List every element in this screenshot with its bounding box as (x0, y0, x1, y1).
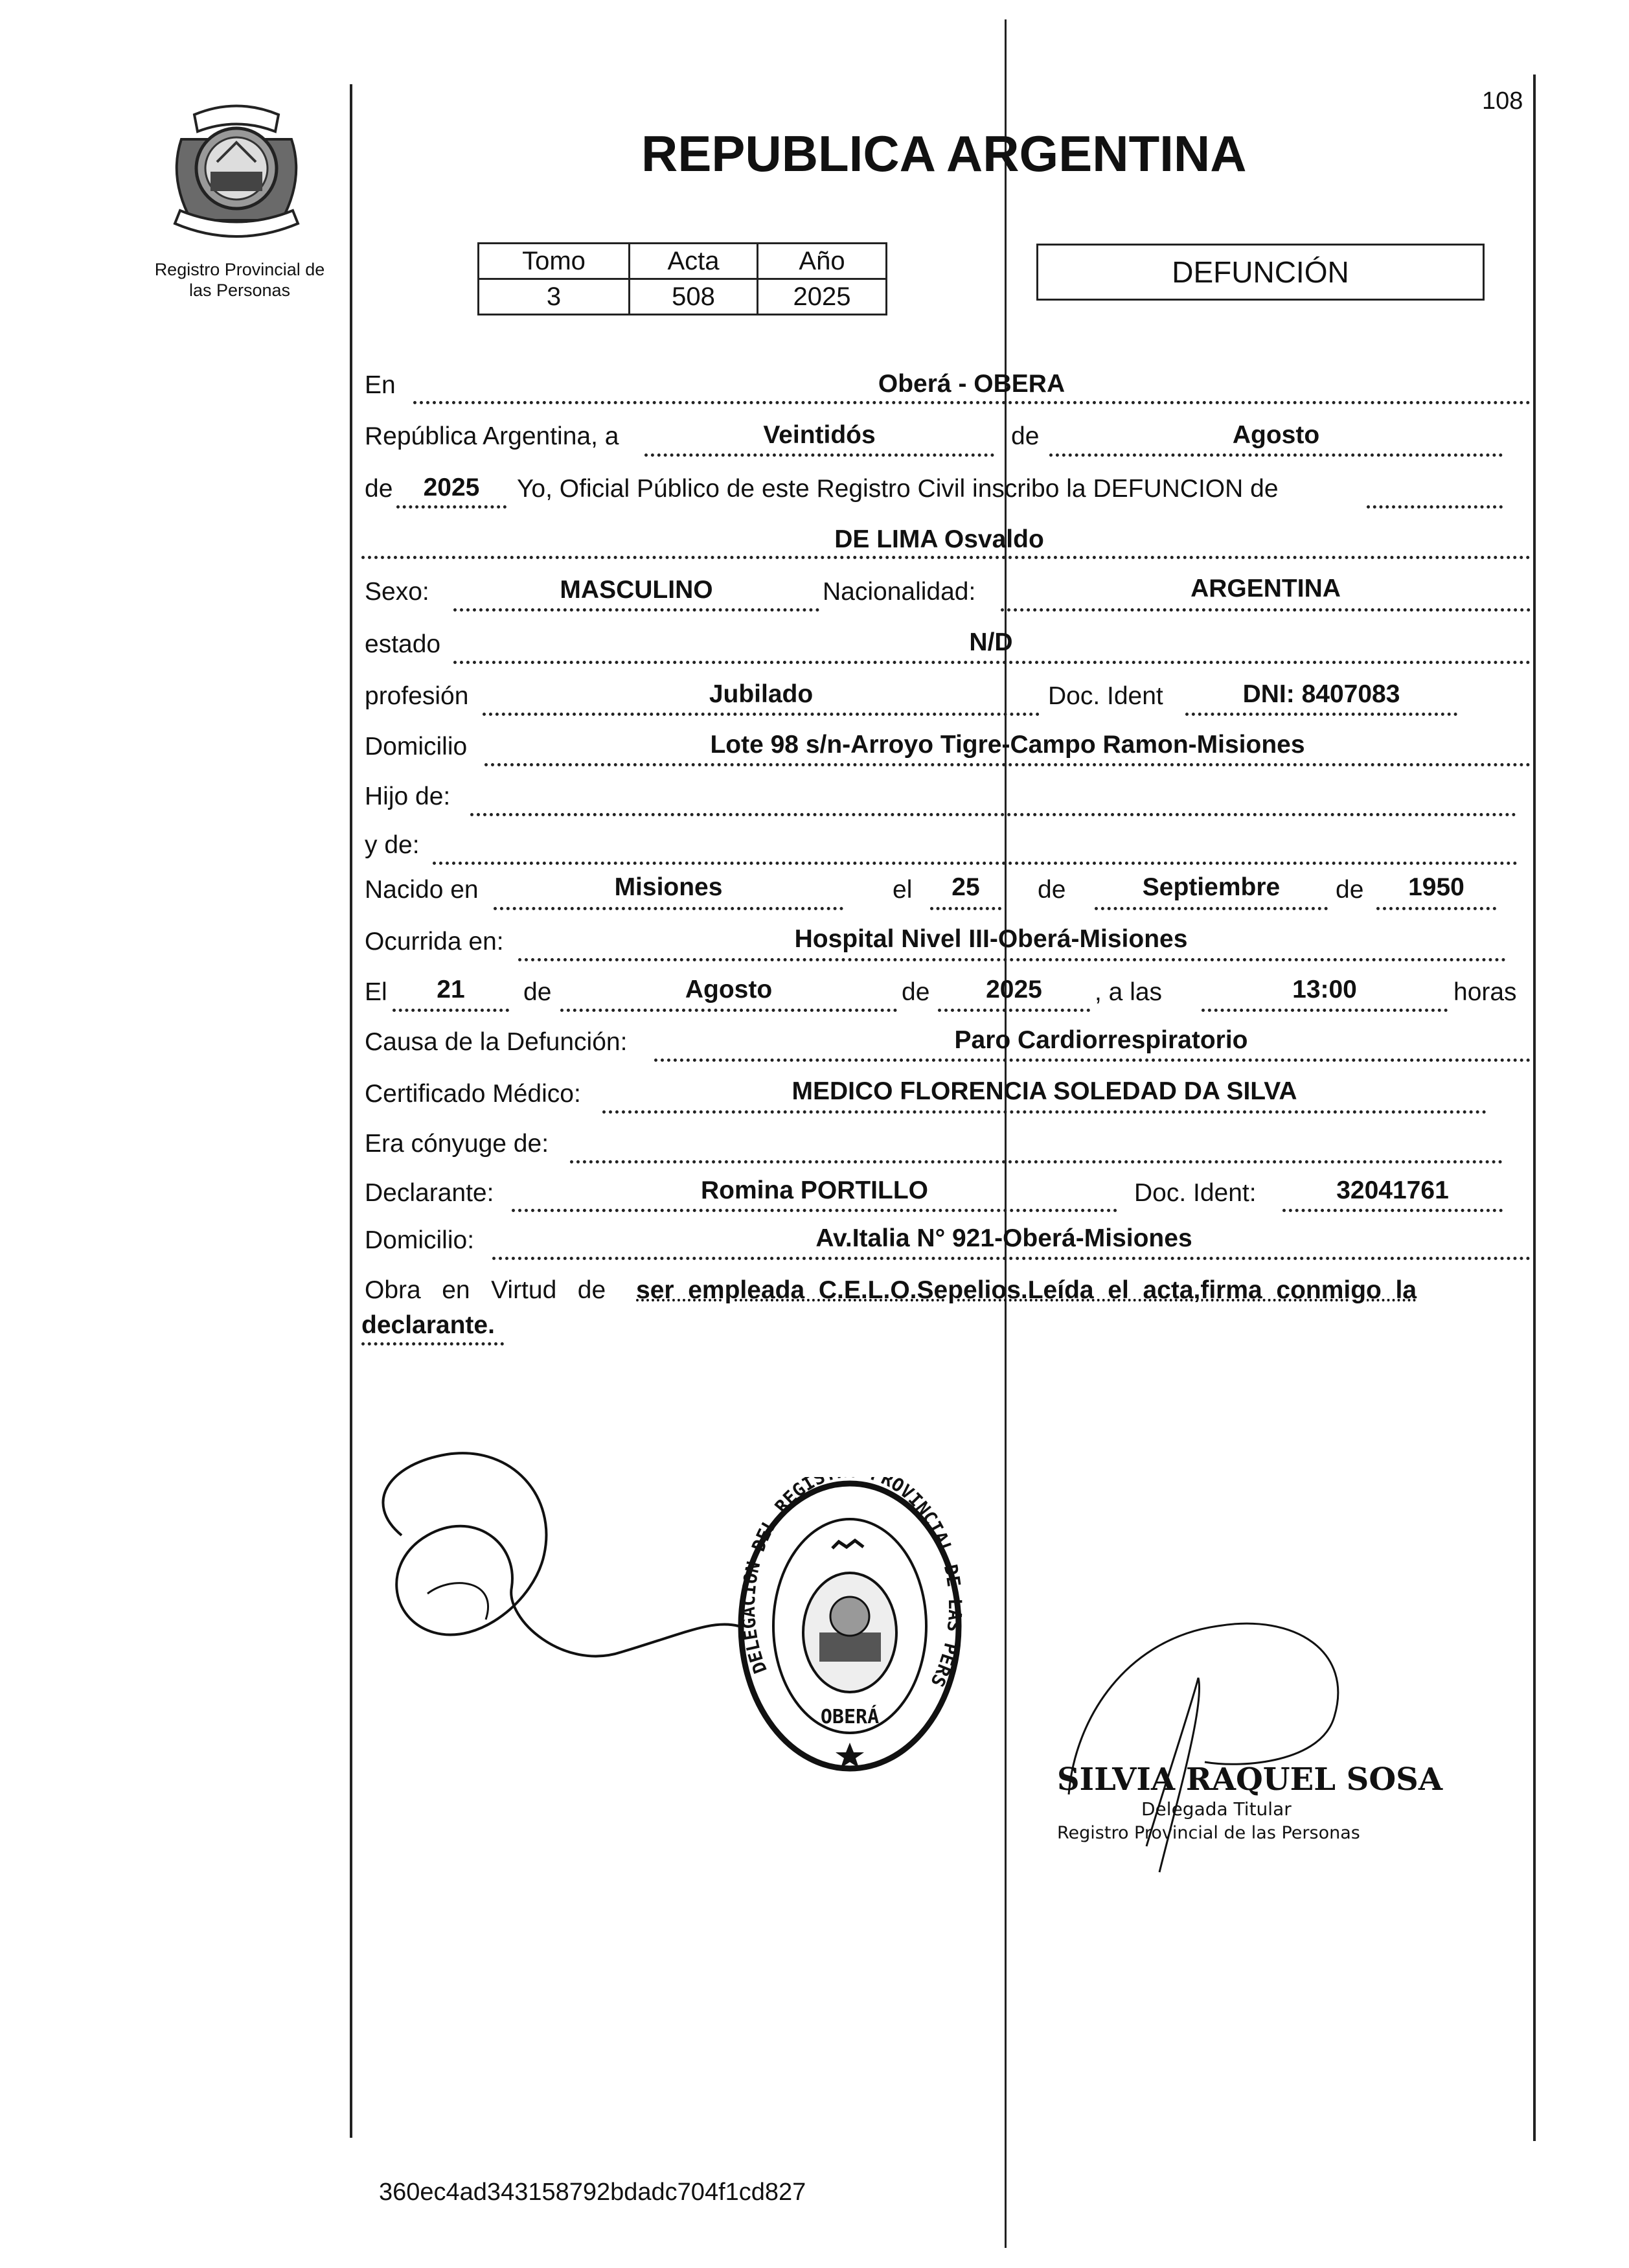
label-causa: Causa de la Defunción: (365, 1028, 628, 1056)
value-death-month: Agosto (685, 976, 773, 1003)
value-obra-line2: declarante. (361, 1311, 495, 1339)
label-domicilio2: Domicilio: (365, 1226, 475, 1254)
value-death-year: 2025 (986, 976, 1042, 1003)
dots-nationality (1001, 608, 1531, 612)
value-birth-day: 25 (951, 873, 980, 901)
value-birth-year: 1950 (1408, 873, 1464, 901)
label-a-las: , a las (1095, 978, 1163, 1006)
dots-death-place (518, 958, 1506, 961)
label-doc-ident: Doc. Ident (1048, 682, 1163, 710)
dots-birth-day (930, 907, 1001, 910)
fold-line (1005, 19, 1007, 2248)
volume-value-tomo: 3 (479, 279, 630, 315)
label-el-lower: el (893, 876, 913, 904)
value-marital-status: N/D (969, 628, 1013, 656)
label-nacionalidad: Nacionalidad: (823, 578, 976, 606)
label-doc-ident2: Doc. Ident: (1134, 1179, 1257, 1207)
footer-hash: 360ec4ad343158792bdadc704f1cd827 (379, 2179, 806, 2206)
registry-name-line2: las Personas (188, 281, 291, 300)
dots-declarant-address (492, 1257, 1531, 1260)
value-birth-place: Misiones (614, 873, 723, 901)
value-month: Agosto (1232, 421, 1320, 449)
value-death-place: Hospital Nivel III-Oberá-Misiones (794, 925, 1188, 953)
volume-header-tomo: Tomo (479, 244, 630, 279)
value-year: 2025 (423, 474, 480, 501)
dots-y-de (433, 862, 1518, 865)
dots-death-year (938, 1009, 1090, 1012)
emblem-caption (139, 259, 340, 301)
label-hijo-de: Hijo de: (365, 783, 451, 810)
right-margin-line (1533, 74, 1536, 2141)
registry-name-line1: Registro Provincial de (154, 260, 325, 279)
value-declarant: Romina PORTILLO (701, 1176, 928, 1204)
label-y-de: y de: (365, 831, 420, 859)
value-declarant-id: 32041761 (1336, 1176, 1449, 1204)
label-conyuge: Era cónyuge de: (365, 1130, 549, 1158)
dots-obra-line2 (361, 1342, 504, 1346)
value-place: Oberá - OBERA (878, 370, 1065, 398)
volume-header-anio: Año (758, 244, 887, 279)
dots-death-month (560, 1009, 897, 1012)
volume-value-anio: 2025 (758, 279, 887, 315)
dots-marital-status (453, 661, 1531, 664)
volume-table (477, 242, 887, 315)
official-signature (1049, 1600, 1412, 1898)
label-domicilio: Domicilio (365, 733, 468, 761)
dots-death-day (393, 1009, 509, 1012)
label-nacido-en: Nacido en (365, 876, 479, 904)
dots-after-oficial (1367, 505, 1503, 509)
dots-deceased-name (361, 556, 1531, 559)
dots-month (1049, 453, 1503, 457)
dots-birth-place (494, 907, 843, 910)
dots-year (396, 505, 507, 509)
value-sex: MASCULINO (560, 576, 713, 604)
official-office: Registro Provincial de las Personas (1057, 1823, 1360, 1843)
official-seal (735, 1477, 965, 1775)
dots-profession (483, 713, 1040, 716)
label-republica-a: República Argentina, a (365, 422, 619, 450)
label-de-month: de (1011, 422, 1040, 450)
dots-declarant-id (1282, 1209, 1503, 1212)
dots-birth-month (1095, 907, 1328, 910)
province-emblem (155, 100, 317, 249)
left-margin-line (350, 84, 352, 2138)
label-horas: horas (1453, 978, 1517, 1006)
value-profession: Jubilado (709, 680, 814, 708)
seal-bottom-text: OBERÁ (820, 1706, 880, 1728)
label-en: En (365, 371, 396, 399)
page-number: 108 (1482, 87, 1523, 115)
value-birth-month: Septiembre (1142, 873, 1281, 901)
volume-header-acta: Acta (630, 244, 758, 279)
label-el: El (365, 978, 387, 1006)
dots-conyuge (570, 1160, 1503, 1163)
dots-day-words (644, 453, 994, 457)
dots-place (413, 401, 1531, 404)
value-id-document: DNI: 8407083 (1242, 680, 1400, 708)
dots-hijo-de (470, 813, 1516, 816)
dots-sex (453, 608, 819, 612)
value-medical-certificate: MEDICO FLORENCIA SOLEDAD DA SILVA (792, 1077, 1297, 1105)
official-stamp (1057, 1762, 1446, 1845)
document-type: DEFUNCIÓN (1172, 255, 1349, 289)
label-de-birth-month: de (1038, 876, 1066, 904)
label-de-death-year: de (902, 978, 930, 1006)
official-title: Delegada Titular (1141, 1798, 1292, 1820)
label-sexo: Sexo: (365, 578, 429, 606)
dots-declarant (512, 1209, 1117, 1212)
label-ocurrida-en: Ocurrida en: (365, 928, 504, 956)
dots-address (484, 763, 1531, 766)
official-name: SILVIA RAQUEL SOSA (1057, 1761, 1443, 1798)
label-de-birth-year: de (1336, 876, 1364, 904)
value-nationality: ARGENTINA (1190, 575, 1341, 602)
volume-value-acta: 508 (630, 279, 758, 315)
label-de-year: de (365, 475, 393, 503)
value-declarant-address: Av.Italia N° 921-Oberá-Misiones (815, 1224, 1192, 1252)
value-obra-line1: ser empleada C.E.L.O.Sepelios.Leída el acta,firma conmigo la (636, 1276, 1417, 1304)
value-death-time: 13:00 (1292, 976, 1357, 1003)
label-profesion: profesión (365, 682, 469, 710)
dots-birth-year (1376, 907, 1496, 910)
value-address: Lote 98 s/n-Arroyo Tigre-Campo Ramon-Misiones (710, 731, 1305, 759)
value-death-day: 21 (437, 976, 465, 1003)
seal-outer-text: DELEGACION DEL REGIS ROVINCIAL DE LAS PERS (737, 1477, 965, 1691)
label-estado: estado (365, 630, 441, 658)
value-day-words: Veintidós (763, 421, 876, 449)
dots-id-document (1185, 713, 1457, 716)
value-deceased-name: DE LIMA Osvaldo (834, 525, 1044, 553)
label-oficial-text: Yo, Oficial Público de este Registro Civil inscribo la DEFUNCION de (517, 475, 1279, 503)
page-title: REPUBLICA ARGENTINA (641, 125, 1247, 182)
dots-cause (654, 1059, 1531, 1062)
dots-medical-certificate (602, 1110, 1487, 1114)
value-cause: Paro Cardiorrespiratorio (954, 1026, 1248, 1054)
label-obra-en-virtud: Obra en Virtud de (365, 1276, 606, 1304)
label-certificado: Certificado Médico: (365, 1080, 581, 1108)
document-type-box (1036, 244, 1485, 301)
dots-death-time (1202, 1009, 1448, 1012)
label-de-death-month: de (523, 978, 552, 1006)
label-declarante: Declarante: (365, 1179, 494, 1207)
